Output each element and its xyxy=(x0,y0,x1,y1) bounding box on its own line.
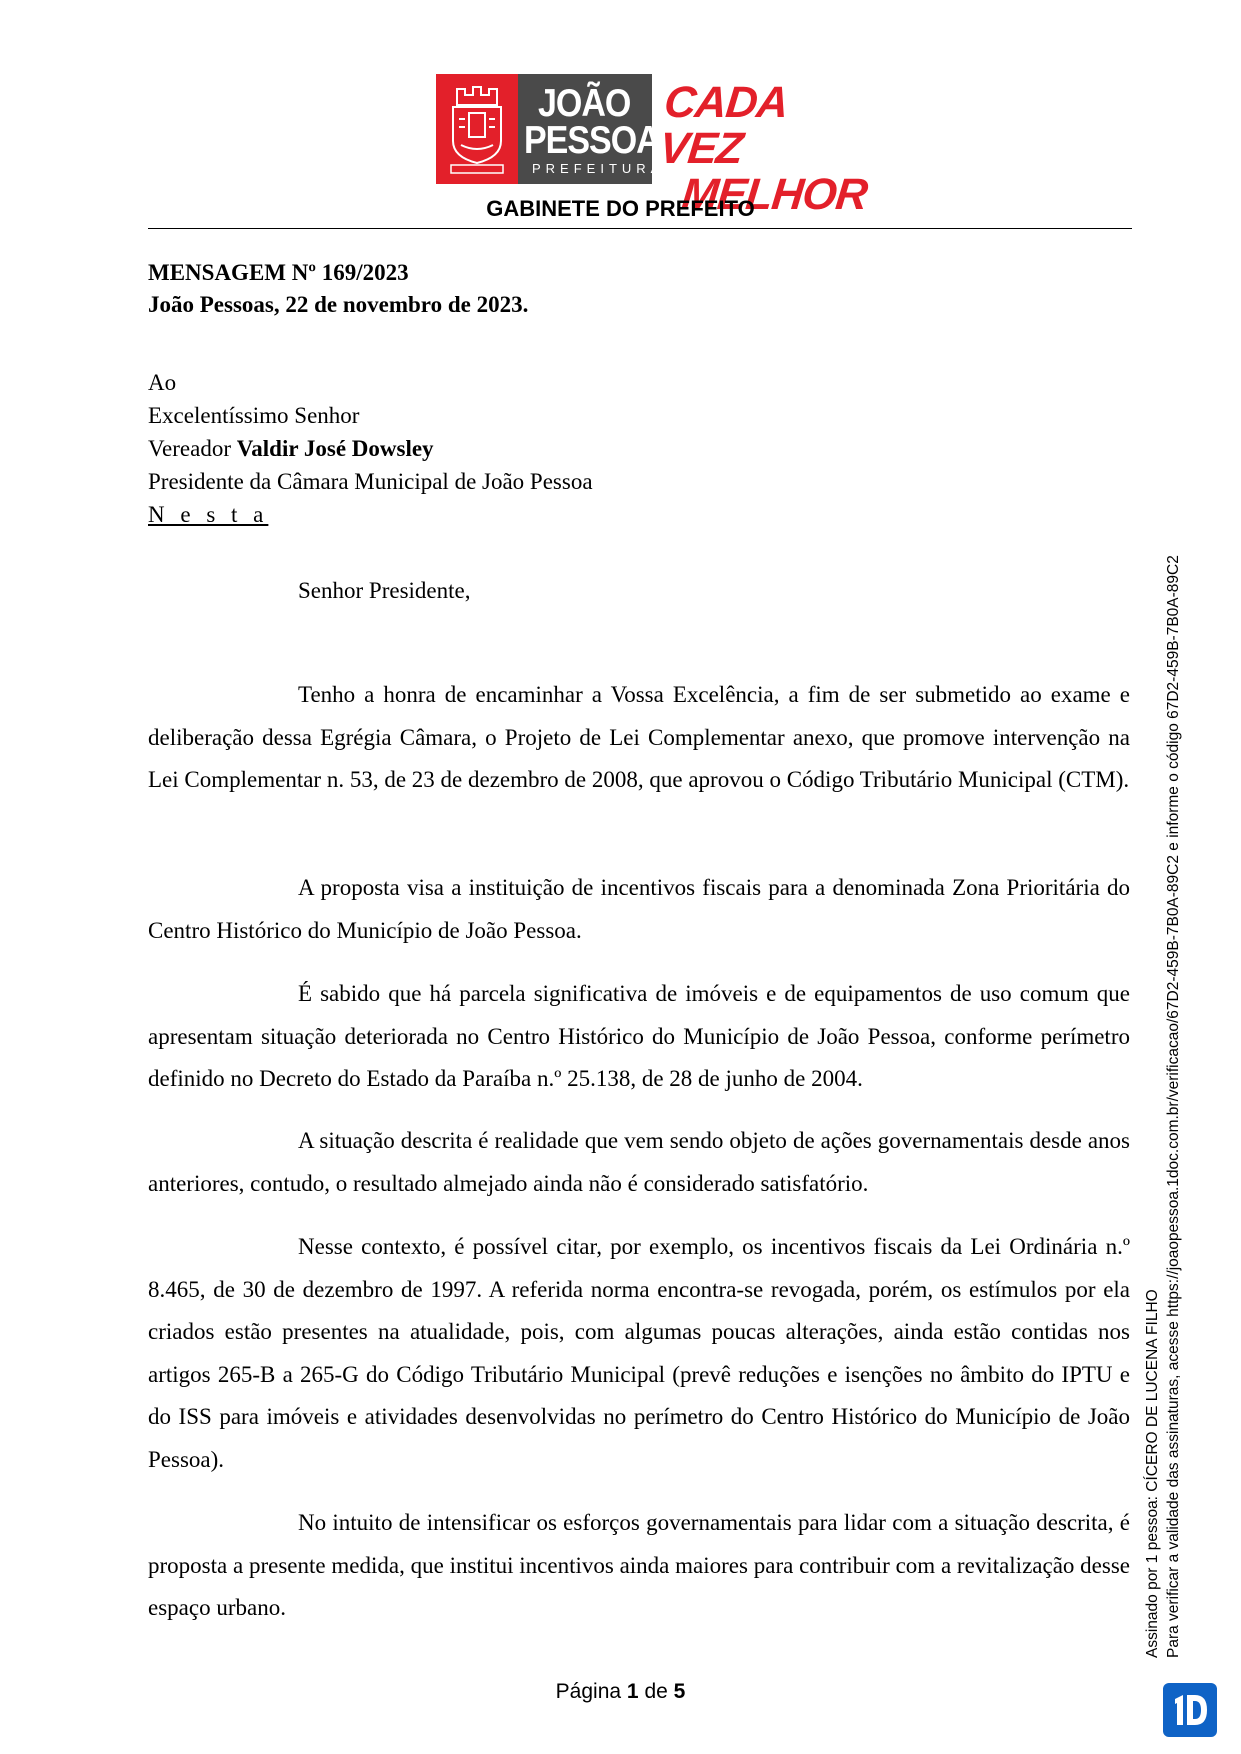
addressee-name-line xyxy=(148,436,434,462)
signature-line2[interactable]: Para verificar a validade das assinaturas, acesse https://joaopessoa.1doc.com.br/verificacao/67D2-459B-7B0A-89C2 e informe o código 67D2-459B-7B0A-89C2 xyxy=(1165,555,1182,1658)
paragraph-4: A situação descrita é realidade que vem sendo objeto de ações governamentais desde anos anteriores, contudo, o resultado almejado ainda não é considerado satisfatório. xyxy=(148,1128,1130,1196)
page-sep: de xyxy=(644,1680,668,1703)
paragraph-6: No intuito de intensificar os esforços governamentais para lidar com a situação descrita, é proposta a presente medida, que institui incentivos ainda maiores para contribuir com a revitalização desse espaço urbano. xyxy=(148,1510,1130,1620)
paragraph-2: A proposta visa a instituição de incentivos fiscais para a denominada Zona Prioritária do Centro Histórico do Município de João Pessoa. xyxy=(148,875,1130,943)
logo-name-panel xyxy=(518,74,665,184)
addressee-name: Valdir José Dowsley xyxy=(236,436,434,461)
addressee-role: Presidente da Câmara Municipal de João Pessoa xyxy=(148,469,593,494)
addressee-title: Vereador xyxy=(148,436,232,461)
paragraph-1: Tenho a honra de encaminhar a Vossa Excelência, a fim de ser submetido ao exame e deliberação dessa Egrégia Câmara, o Projeto de Lei Complementar anexo, que promove intervenção na Lei Complementar n. 53, de 23 de dezembro de 2008, que aprovou o Código Tributário Municipal (CTM). xyxy=(148,682,1130,792)
logo-crest-panel xyxy=(436,74,518,184)
paragraph-5: Nesse contexto, é possível citar, por exemplo, os incentivos fiscais da Lei Ordinária n.º 8.465, de 30 de dezembro de 1997. A referida norma encontra-se revogada, porém, os estímulos por ela criados estão presentes na atualidade, pois, com algumas poucas alterações, ainda estão contidas nos artigos 265-B a 265-G do Código Tributário Municipal (prevê reduções e isenções no âmbito do IPTU e do ISS para imóveis e atividades desenvolvidas no perímetro do Centro Histórico do Município de João Pessoa). xyxy=(148,1234,1130,1472)
signature-line1: Assinado por 1 pessoa: CÍCERO DE LUCENA FILHO xyxy=(1144,1289,1161,1658)
logo-subtitle: PREFEITURA xyxy=(532,161,665,176)
message-place-date: João Pessoas, 22 de novembro de 2023. xyxy=(148,292,529,317)
header-divider xyxy=(148,228,1132,229)
logo-slogan xyxy=(652,74,870,219)
logo-slogan-line1: CADA VEZ xyxy=(657,78,789,173)
page-current: 1 xyxy=(626,1680,639,1703)
salutation: Senhor Presidente, xyxy=(298,578,471,603)
1doc-badge xyxy=(1163,1683,1217,1737)
1doc-logo-icon xyxy=(1163,1683,1217,1737)
header-title: GABINETE DO PREFEITO xyxy=(486,196,755,221)
signature-note xyxy=(1142,538,1184,1658)
logo-name-line1: JOÃO xyxy=(538,81,631,126)
addressee-honorific: Excelentíssimo Senhor xyxy=(148,403,360,428)
logo-slogan-line2: MELHOR xyxy=(679,170,870,219)
addressee-location: N e s t a xyxy=(148,502,269,527)
addressee-to: Ao xyxy=(148,370,177,395)
paragraph-3: É sabido que há parcela significativa de imóveis e de equipamentos de uso comum que apresentam situação deteriorada no Centro Histórico do Município de João Pessoa, conforme perímetro definido no Decreto do Estado da Paraíba n.º 25.138, de 28 de junho de 2004. xyxy=(148,981,1130,1091)
city-crest-icon xyxy=(445,83,509,175)
page-number xyxy=(0,1680,1241,1704)
page-total: 5 xyxy=(673,1680,686,1703)
page-label: Página xyxy=(555,1680,622,1703)
message-number: MENSAGEM Nº 169/2023 xyxy=(148,260,409,285)
logo-name-line2: PESSOA xyxy=(524,118,660,163)
